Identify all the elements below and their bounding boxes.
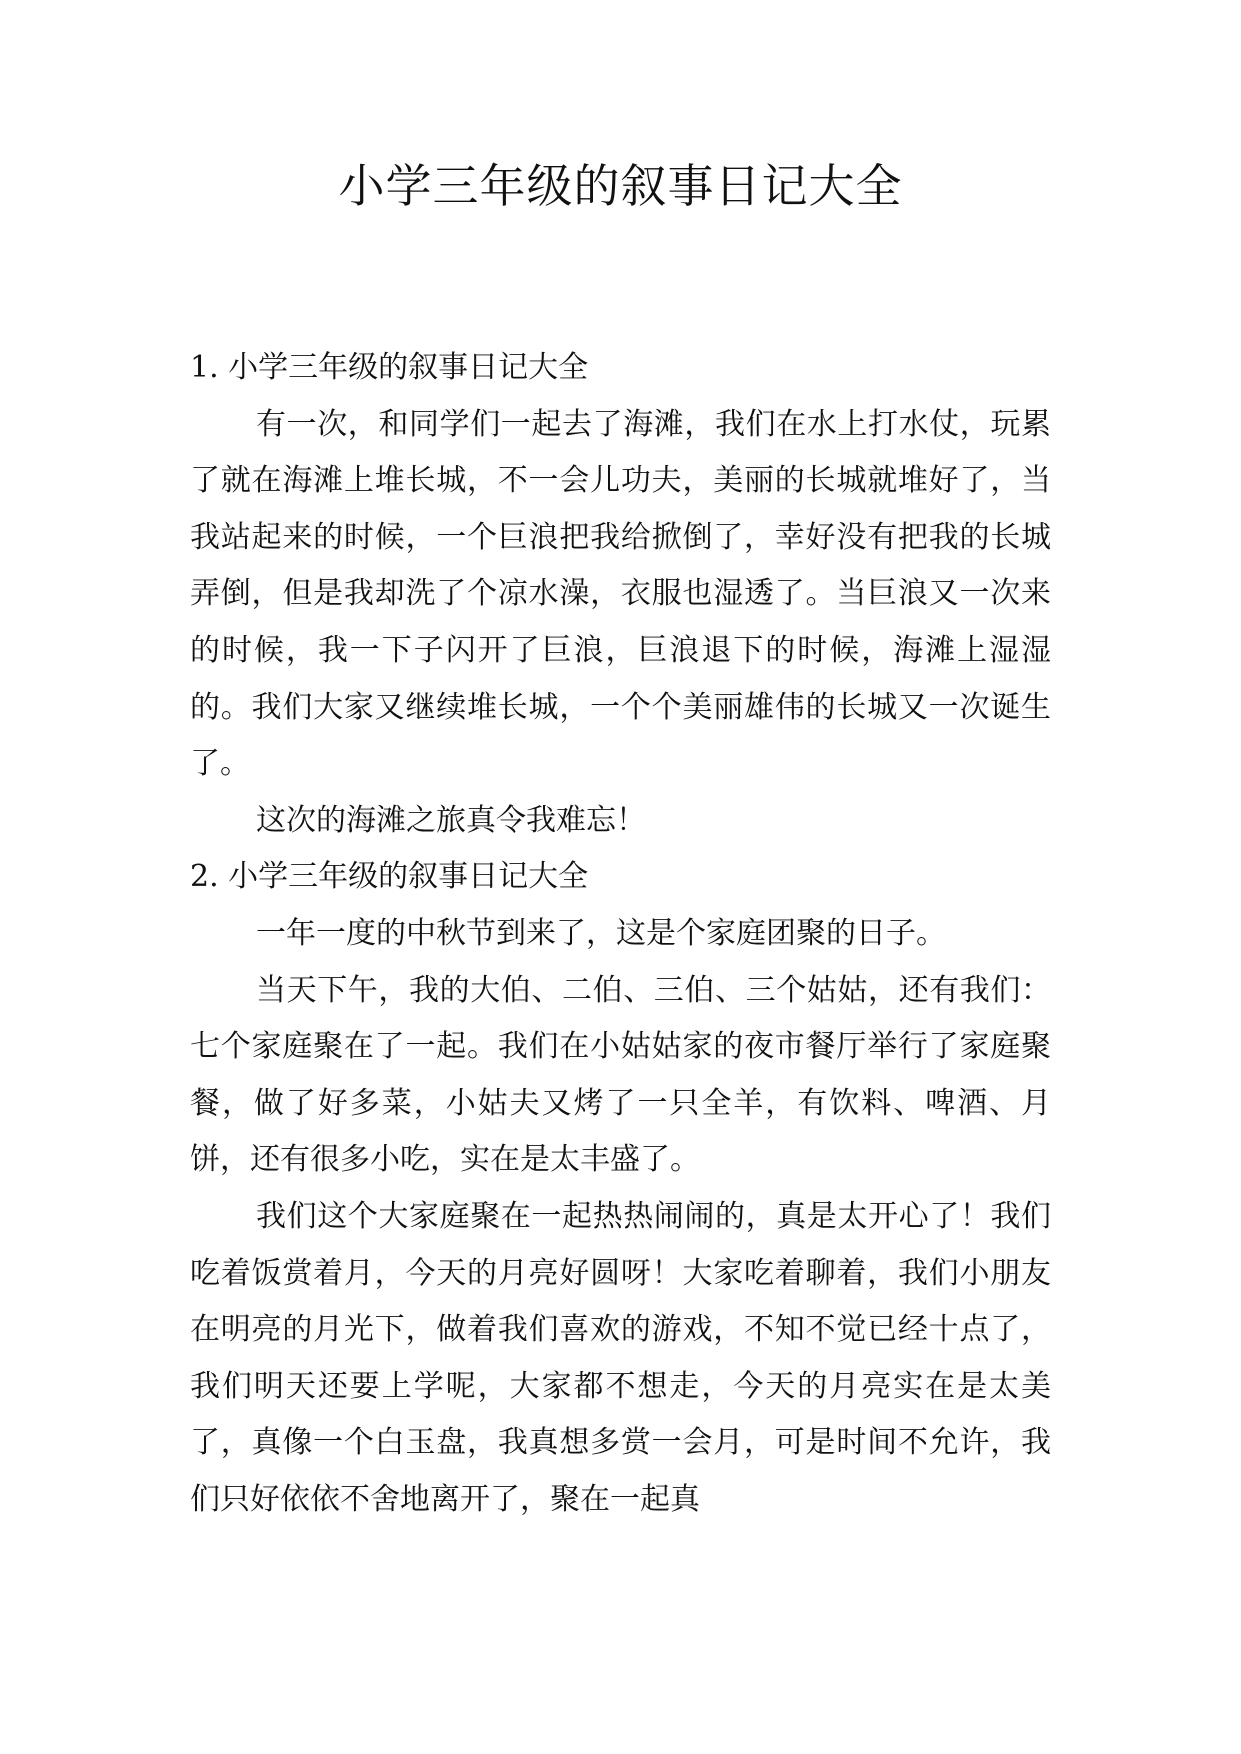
paragraph: 我们这个大家庭聚在一起热热闹闹的，真是太开心了！我们吃着饭赏着月，今天的月亮好圆呀！大家吃着聊着，我们小朋友在明亮的月光下，做着我们喜欢的游戏，不知不觉已经十点了，我们明天还要上学呢，大家都不想走，今天的月亮实在是太美了，真像一个白玉盘，我真想多赏一会月，可是时间不允许，我们只好依依不舍地离开了，聚在一起真: [190, 1198, 1051, 1517]
section-heading: 2. 小学三年级的叙事日记大全: [190, 859, 589, 895]
paragraph: 这次的海滩之旅真令我难忘！: [256, 802, 646, 838]
document-title: 小学三年级的叙事日记大全: [338, 159, 903, 213]
paragraph: 当天下午，我的大伯、二伯、三伯、三个姑姑，还有我们：七个家庭聚在了一起。我们在小姑姑家的夜市餐厅举行了家庭聚餐，做了好多菜，小姑夫又烤了一只全羊，有饮料、啤酒、月饼，还有很多小吃，实在是太丰盛了。: [190, 972, 1051, 1178]
paragraph: 一年一度的中秋节到来了，这是个家庭团聚的日子。: [256, 915, 946, 951]
paragraph: 有一次，和同学们一起去了海滩，我们在水上打水仗，玩累了就在海滩上堆长城，不一会儿功夫，美丽的长城就堆好了，当我站起来的时候，一个巨浪把我给掀倒了，幸好没有把我的长城弄倒，但是我却洗了个凉水澡，衣服也湿透了。当巨浪又一次来的时候，我一下子闪开了巨浪，巨浪退下的时候，海滩上湿湿的。我们大家又继续堆长城，一个个美丽雄伟的长城又一次诞生了。: [190, 406, 1051, 782]
document-body: [190, 340, 1051, 1528]
section-heading: 1. 小学三年级的叙事日记大全: [190, 350, 589, 385]
